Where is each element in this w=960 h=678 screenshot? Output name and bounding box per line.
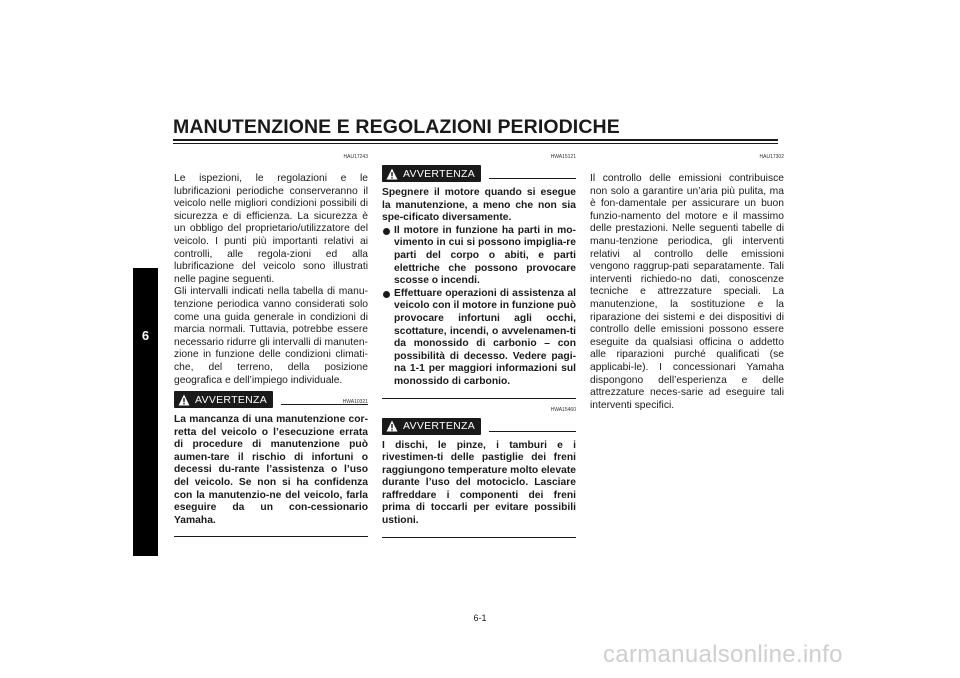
chapter-tab xyxy=(133,268,158,556)
warning-end-rule xyxy=(174,536,368,537)
watermark: carmanualsonline.info xyxy=(603,641,843,668)
interval-paragraph: Gli intervalli indicati nella tabella di manu-tenzione periodica vanno considerati solo come una guida generale in condizioni di marcia normali. Tuttavia, potrebbe essere necessario ridurre gli intervalli di manuten-zione in funzione delle condizioni climati-che, del terreno, della posizione geografica e dell’impiego individuale. xyxy=(174,286,368,386)
column-3 xyxy=(590,154,784,412)
warning-label: AVVERTENZA xyxy=(195,393,268,406)
warning-label: AVVERTENZA xyxy=(403,167,476,180)
warning-code: HWA15460 xyxy=(550,406,576,413)
warning-header xyxy=(382,418,576,435)
warning-rule xyxy=(489,178,576,179)
warning-bullet-list xyxy=(382,225,576,389)
warning-text: Spegnere il motore quando si esegue la manutenzione, a meno che non sia spe-cificato diversamente. xyxy=(382,187,576,224)
bullet-icon xyxy=(383,228,390,235)
list-item: Il motore in funzione ha parti in mo-vimento in cui si possono impiglia-re parti del corpo o abiti, e parti elettriche che possono provocare scosse o incendi. xyxy=(382,225,576,288)
column-1 xyxy=(174,154,368,537)
warning-badge xyxy=(382,418,481,435)
warning-text: La mancanza di una manutenzione cor-retta del veicolo o l’esecuzione errata di procedure di manutenzione può aumen-tare il rischio di infortuni o decessi du-rante l’assistenza o l’uso del veicolo. Se non si ha confidenza con la manutenzio-ne del veicolo, farla eseguire da un con-cessionario Yamaha. xyxy=(174,414,368,526)
title-rule-thin xyxy=(173,143,778,144)
section-code: HAU17302 xyxy=(759,154,784,160)
title-rule xyxy=(173,139,778,141)
section-code: HAU17243 xyxy=(343,154,368,160)
bullet-icon xyxy=(383,291,390,298)
warning-label: AVVERTENZA xyxy=(403,420,476,432)
warning-badge xyxy=(382,165,481,182)
intro-paragraph: Le ispezioni, le regolazioni e le lubrificazioni periodiche conserveranno il veicolo nelle migliori condizioni possibili di sicurezza e di efficienza. La sicurezza è un obbligo del proprietario/utilizzatore del veicolo. I punti più importanti relativi ai controlli, alle regola-zioni ed alla lubrificazione del veicolo sono illustrati nelle pagine seguenti. xyxy=(174,173,368,285)
chapter-number: 6 xyxy=(141,328,150,343)
list-item: Effettuare operazioni di assistenza al veicolo con il motore in funzione può provocare infortuni agli occhi, scottature, incendi, o avvelenamen-ti da monossido di carbonio – con possibilità di decesso. Vedere pagi-na 1-1 per maggiori informazioni sul monossido di carbonio. xyxy=(382,288,576,389)
column-2 xyxy=(382,154,576,538)
warning-end-rule xyxy=(382,537,576,538)
warning-text: I dischi, le pinze, i tamburi e i rivestimen-ti delle pastiglie dei freni raggiungono temperature molto elevate durante l’uso del motociclo. Lasciare raffreddare i componenti dei freni prima di toccarli per evitare possibili ustioni. xyxy=(382,439,576,527)
warning-badge xyxy=(174,391,273,408)
page-number: 6-1 xyxy=(473,613,487,623)
warning-code: HWA15121 xyxy=(550,154,576,160)
warning-triangle-icon xyxy=(386,420,398,432)
warning-triangle-icon xyxy=(178,394,190,406)
page-title: MANUTENZIONE E REGOLAZIONI PERIODICHE xyxy=(173,116,620,138)
warning-rule xyxy=(489,431,576,432)
emissions-paragraph: Il controllo delle emissioni contribuisce non solo a garantire un’aria più pulita, ma è fon-damentale per assicurare un buon funzio-namento del motore e il massimo delle prestazioni. Nelle seguenti tabelle di manu-tenzione periodica, gli interventi relativi al controllo delle emissioni vengono raggrup-pati separatamente. Tali interventi richiedo-no dati, conoscenze tecniche e attrezzature speciali. La manutenzione, la sostituzione e la riparazione dei sistemi e dei dispositivi di controllo delle emissioni possono essere eseguite da qualsiasi officina o addetto alle riparazioni purché qualificati (se applicabi-le). I concessionari Yamaha dispongono dell’esperienza e delle attrezzature neces-sarie ad eseguire tali interventi specifici. xyxy=(590,173,784,411)
warning-code: HWA10321 xyxy=(342,399,368,406)
warning-triangle-icon xyxy=(386,168,398,180)
warning-header xyxy=(382,165,576,182)
